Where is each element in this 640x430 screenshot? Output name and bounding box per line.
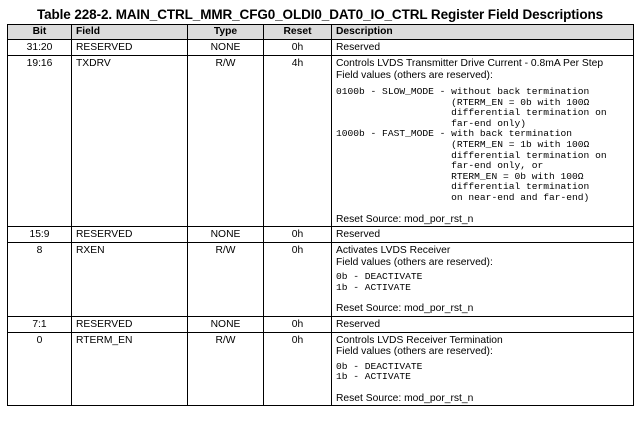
type-cell: NONE	[188, 227, 264, 243]
type-cell: R/W	[188, 332, 264, 406]
header-description: Description	[332, 25, 634, 40]
field-values-note: Field values (others are reserved):	[336, 346, 493, 358]
description-text: Activates LVDS Receiver	[336, 245, 451, 257]
header-type: Type	[188, 25, 264, 40]
field-cell: RXEN	[72, 243, 188, 317]
bit-cell: 31:20	[8, 40, 72, 56]
field-cell: TXDRV	[72, 56, 188, 227]
description-text: Controls LVDS Receiver Termination	[336, 334, 503, 346]
description-text: Controls LVDS Transmitter Drive Current - 0.8mA Per Step	[336, 58, 604, 69]
table-row	[8, 316, 634, 332]
reset-cell: 0h	[264, 227, 332, 243]
table-row	[8, 40, 634, 56]
description-cell: Reserved	[332, 227, 634, 243]
field-value-fast-mode: 1000b - FAST_MODE - with back termination (RTERM_EN = 1b with 100Ω differential termination on far-end only, or RTERM_EN = 0b with 100Ω differential termination on near-end and far-end)	[336, 128, 607, 203]
reset-cell: 0h	[264, 243, 332, 317]
bit-cell: 0	[8, 332, 72, 406]
reset-cell: 0h	[264, 332, 332, 406]
header-bit: Bit	[8, 25, 72, 40]
description-cell	[332, 243, 634, 317]
bit-cell: 15:9	[8, 227, 72, 243]
header-field: Field	[72, 25, 188, 40]
table-row	[8, 243, 634, 317]
type-cell: NONE	[188, 316, 264, 332]
bit-cell: 19:16	[8, 56, 72, 227]
table-row	[8, 332, 634, 406]
description-cell	[332, 332, 634, 406]
field-value-deactivate: 0b - DEACTIVATE	[336, 271, 423, 283]
field-cell: RESERVED	[72, 316, 188, 332]
description-cell: Reserved	[332, 316, 634, 332]
reset-cell: 0h	[264, 316, 332, 332]
reset-source: Reset Source: mod_por_rst_n	[336, 213, 474, 225]
description-cell	[332, 56, 634, 227]
description-cell: Reserved	[332, 40, 634, 56]
table-header-row	[8, 25, 634, 40]
field-value-deactivate: 0b - DEACTIVATE	[336, 360, 423, 372]
type-cell: NONE	[188, 40, 264, 56]
field-value-activate: 1b - ACTIVATE	[336, 371, 411, 383]
field-values-note: Field values (others are reserved):	[336, 69, 493, 81]
table-row	[8, 227, 634, 243]
field-cell: RTERM_EN	[72, 332, 188, 406]
field-value-activate: 1b - ACTIVATE	[336, 281, 411, 293]
header-reset: Reset	[264, 25, 332, 40]
reset-cell: 4h	[264, 56, 332, 227]
reset-source: Reset Source: mod_por_rst_n	[336, 303, 474, 315]
type-cell: R/W	[188, 56, 264, 227]
field-cell: RESERVED	[72, 227, 188, 243]
table-row	[8, 56, 634, 227]
register-field-table	[7, 24, 634, 406]
type-cell: R/W	[188, 243, 264, 317]
reset-cell: 0h	[264, 40, 332, 56]
reset-source: Reset Source: mod_por_rst_n	[336, 392, 474, 404]
field-values-note: Field values (others are reserved):	[336, 256, 493, 268]
bit-cell: 8	[8, 243, 72, 317]
field-value-slow-mode: 0100b - SLOW_MODE - without back termination (RTERM_EN = 0b with 100Ω differential termination on far-end only)	[336, 86, 607, 129]
table-title: Table 228-2. MAIN_CTRL_MMR_CFG0_OLDI0_DAT0_IO_CTRL Register Field Descriptions	[36, 7, 604, 22]
bit-cell: 7:1	[8, 316, 72, 332]
field-cell: RESERVED	[72, 40, 188, 56]
